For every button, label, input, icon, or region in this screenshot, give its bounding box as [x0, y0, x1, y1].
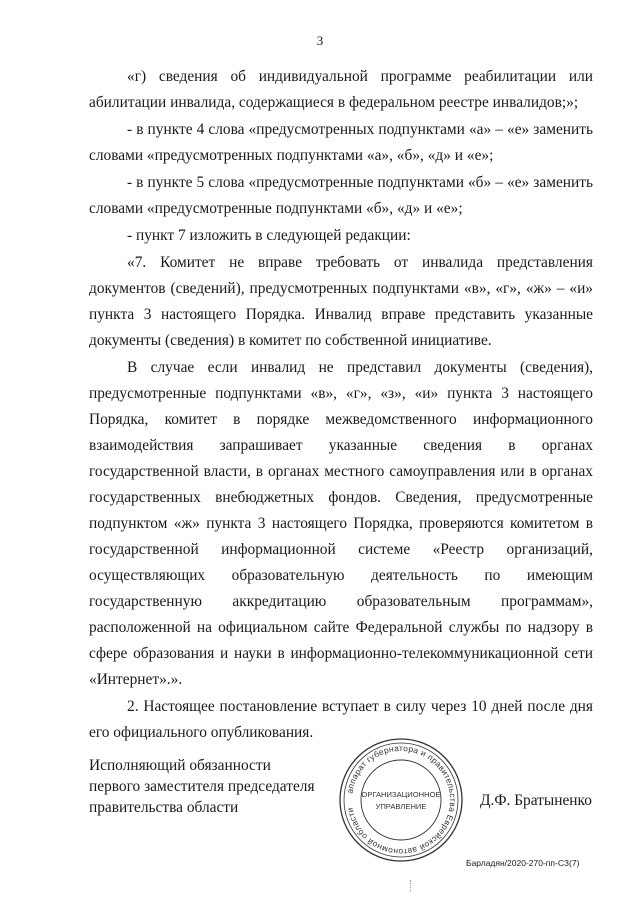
signature-position-line: первого заместителя председателя — [89, 778, 315, 795]
signature-position-line: Исполняющий обязанности — [89, 757, 271, 774]
signer-name: Д.Ф. Братыненко — [480, 792, 592, 809]
signature-position — [89, 755, 315, 818]
document-body — [89, 64, 593, 747]
paragraph: - в пункте 4 слова «предусмотренных подпунктами «а» – «е» заменить словами «предусмотренных подпунктами «а», «б», «д» и «е»; — [89, 121, 593, 164]
stamp-center-line: ОРГАНИЗАЦИОННОЕ — [361, 790, 441, 799]
paragraph: «г) сведения об индивидуальной программе реабилитации или абилитации инвалида, содержащиеся в федеральном реестре инвалидов;»; — [89, 68, 593, 111]
paragraph: - пункт 7 изложить в следующей редакции: — [127, 227, 411, 244]
bottom-margin-mark — [410, 880, 413, 892]
page-number: 3 — [316, 33, 324, 48]
footer-reference-code: Барладян/2020-270-пп-СЗ(7) — [466, 858, 580, 868]
stamp-ring-text: аппарат губернатора и правительства Еврейской автономной области — [344, 742, 459, 858]
paragraph: «7. Комитет не вправе требовать от инвалида представления документов (сведений), предусмотренных подпунктами «в», «г», «ж» – «и» пункта 3 настоящего Порядка. Инвалид вправе представить указанные документы (сведения) в комитет по собственной инициативе. — [89, 254, 593, 349]
paragraph: В случае если инвалид не представил документы (сведения), предусмотренные подпунктами «в», «г», «з», «и» пункта 3 настоящего Порядка, комитет в порядке межведомственного информационного взаимодействия запрашивает указанные сведения в органах государственной власти, в органах местного самоуправления или в органах государственных внебюджетных фондов. Сведения, предусмотренные подпунктом «ж» пункта 3 настоящего Порядка, проверяются комитетом в государственной информационной системе «Реестр организаций, осуществляющих образовательную деятельность по имеющим государственную аккредитацию образовательным программам», расположенной на официальном сайте Федеральной службы по надзору в сфере образования и науки в информационно-телекоммуникационной сети «Интернет».». — [89, 359, 593, 688]
paragraph: - в пункте 5 слова «предусмотренные подпунктами «б» – «е» заменить словами «предусмотренные подпунктами «б», «д» и «е»; — [89, 174, 593, 217]
stamp-center-line: УПРАВЛЕНИЕ — [375, 802, 427, 811]
signature-position-line: правительства области — [89, 799, 239, 816]
paragraph: 2. Настоящее постановление вступает в силу через 10 дней после дня его официального опубликования. — [89, 698, 593, 741]
official-stamp-seal — [337, 736, 465, 864]
